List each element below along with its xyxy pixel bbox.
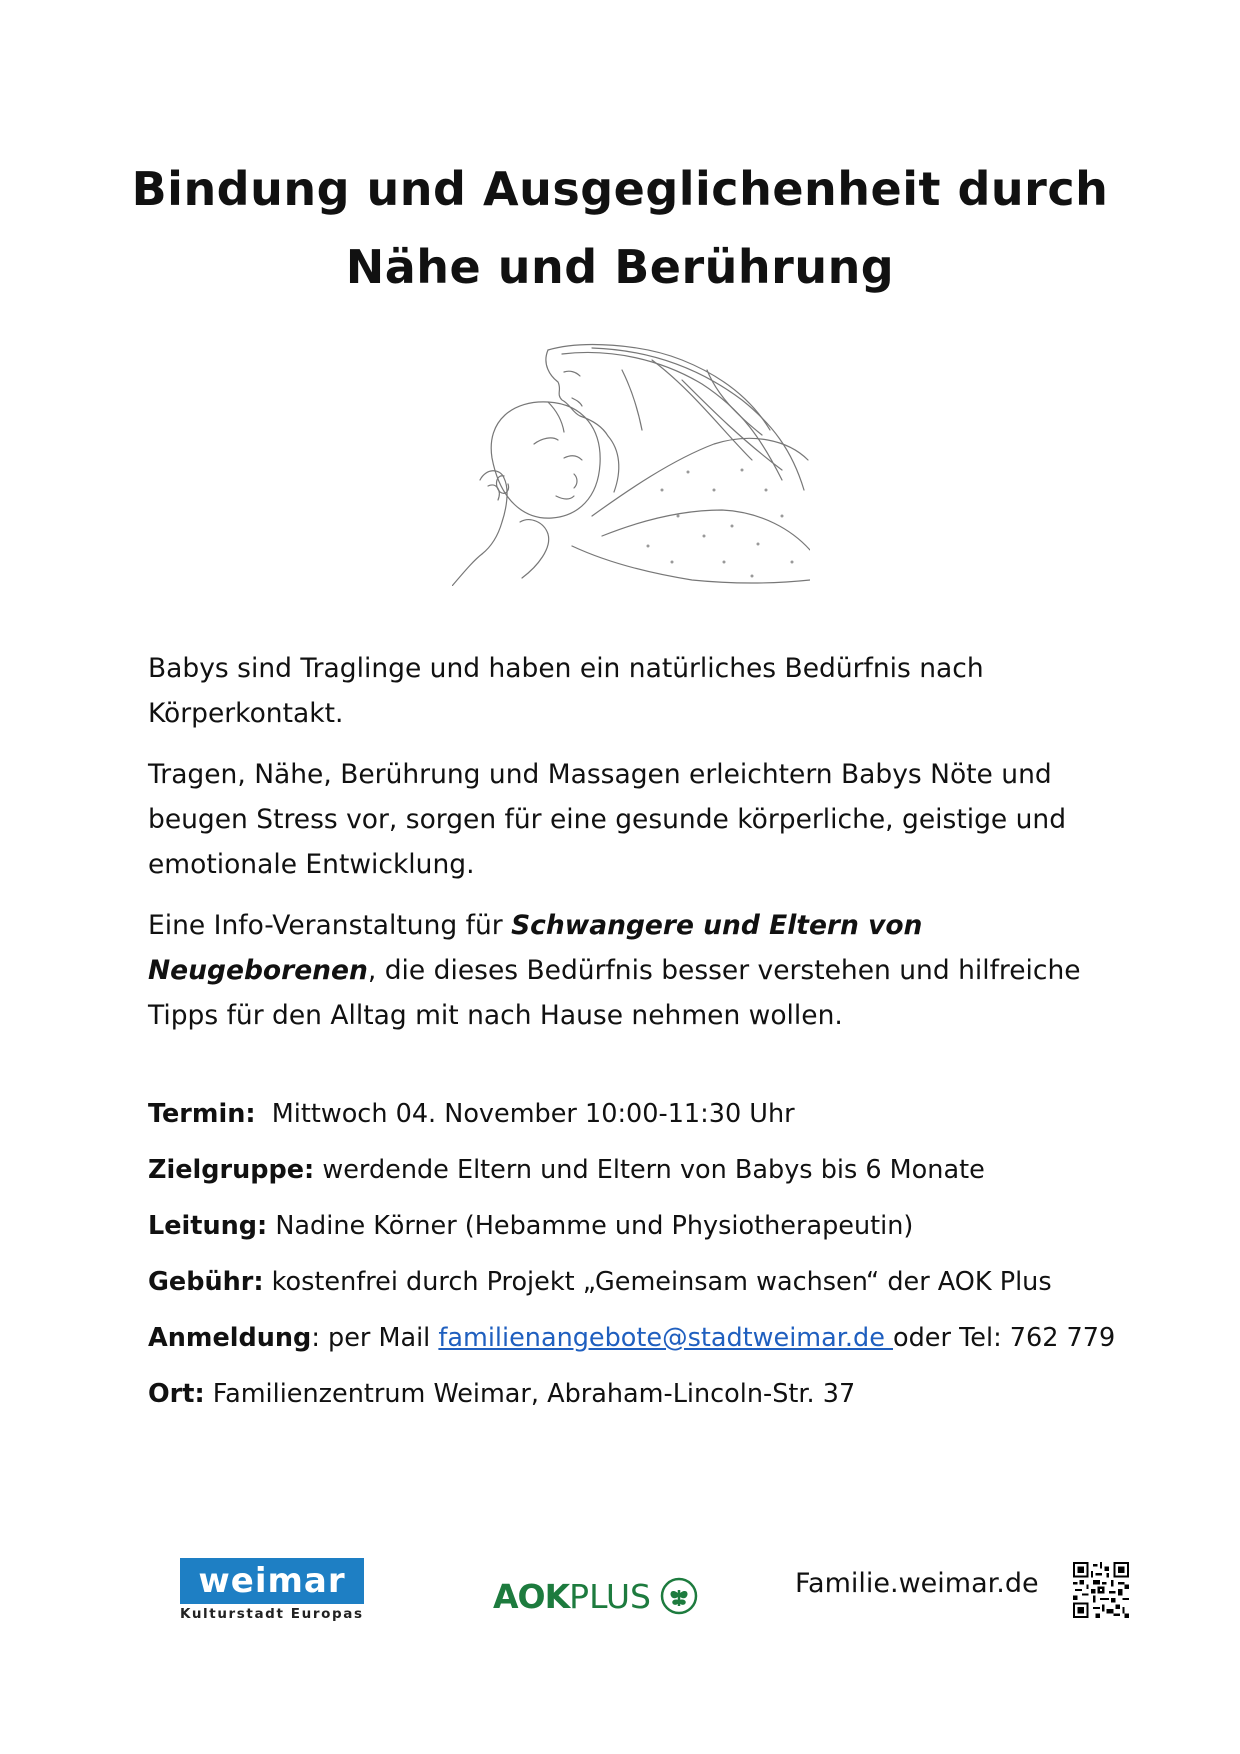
weimar-logo-sub: Kulturstadt Europas [180,1606,364,1622]
zielgruppe-value: werdende Eltern und Eltern von Babys bis 6 Monate [322,1155,985,1185]
website-text: Familie.weimar.de [795,1568,1039,1599]
leitung-value: Nadine Körner (Hebamme und Physiotherapeutin) [275,1211,914,1241]
detail-anmeldung [148,1321,1138,1377]
termin-label: Termin: [148,1099,256,1129]
weimar-logo-main: weimar [180,1558,364,1604]
ort-label: Ort: [148,1379,205,1409]
termin-value: Mittwoch 04. November 10:00-11:30 Uhr [271,1099,795,1129]
anmeldung-suffix: oder Tel: 762 779 [893,1323,1116,1353]
target-audience-emphasis: Schwangere und Eltern von Neugeborenen [148,910,923,986]
intro-p3-prefix: Eine Info-Veranstaltung für [148,910,512,941]
intro-paragraph-1: Babys sind Traglinge und haben ein natürliches Bedürfnis nach Körperkontakt. [148,653,984,729]
event-details [148,1097,1138,1433]
intro-text [148,646,1108,1054]
aok-logo-plus: PLUS [569,1576,651,1616]
intro-paragraph-3 [148,903,1108,1038]
mother-baby-illustration [452,340,810,586]
weimar-logo [180,1558,364,1622]
intro-paragraph-2: Tragen, Nähe, Berührung und Massagen erleichtern Babys Nöte und beugen Stress vor, sorgen für eine gesunde körperliche, geistige und emotionale Entwicklung. [148,759,1067,880]
intro-p3-suffix: , die dieses Bedürfnis besser verstehen und hilfreiche Tipps für den Alltag mit nach Hause nehmen wollen. [148,955,1081,1031]
leitung-label: Leitung: [148,1211,268,1241]
detail-ort [148,1377,1138,1433]
aok-tree-icon [659,1576,699,1616]
ort-value: Familienzentrum Weimar, Abraham-Lincoln-Str. 37 [212,1379,856,1409]
email-link[interactable]: familienangebote@stadtweimar.de [438,1323,893,1353]
gebuehr-label: Gebühr: [148,1267,264,1297]
aok-logo-main: AOK [493,1576,570,1616]
anmeldung-prefix: : per Mail [311,1323,439,1353]
anmeldung-label: Anmeldung [148,1323,312,1353]
qr-code-icon [1073,1562,1129,1618]
detail-leitung [148,1209,1138,1265]
detail-termin [148,1097,1138,1153]
gebuehr-value: kostenfrei durch Projekt „Gemeinsam wachsen“ der AOK Plus [271,1267,1052,1297]
footer [0,1550,1240,1670]
aok-logo-text [493,1577,651,1616]
page-title [0,150,1240,306]
zielgruppe-label: Zielgruppe: [148,1155,315,1185]
detail-zielgruppe [148,1153,1138,1209]
title-line-2: Nähe und Berührung [345,240,895,294]
aok-plus-logo [493,1576,699,1616]
title-line-1: Bindung und Ausgeglichenheit durch [131,162,1109,216]
detail-gebuehr [148,1265,1138,1321]
